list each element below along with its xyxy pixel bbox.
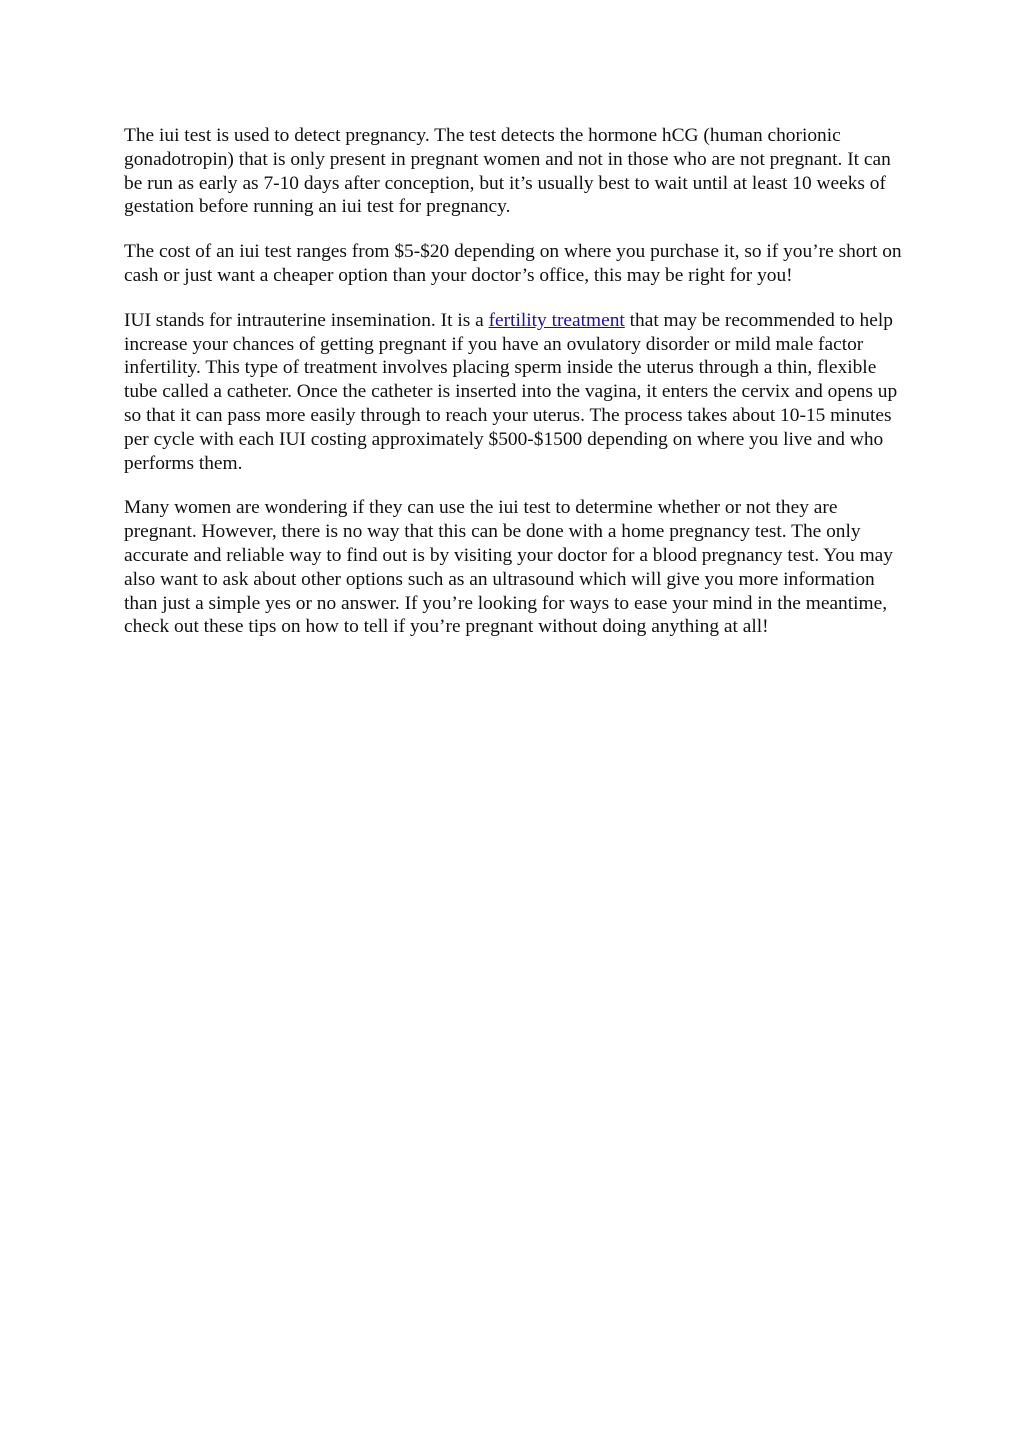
fertility-treatment-link[interactable]: fertility treatment <box>488 309 625 331</box>
paragraph-home-pregnancy-test: Many women are wondering if they can use the iui test to determine whether or not they are pregnant. However, there is no way that this can be done with a home pregnancy test. The only accurate and reliable way to find out is by visiting your doctor for a blood pregnancy test. You may also want to ask about other options such as an ultrasound which will give you more information than just a simple yes or no answer. If you’re looking for ways to ease your mind in the meantime, check out these tips on how to tell if you’re pregnant without doing anything at all! <box>124 497 893 638</box>
article-body <box>124 124 904 660</box>
paragraph-iui-definition <box>124 309 904 476</box>
paragraph-iui-test-detection: The iui test is used to detect pregnancy. The test detects the hormone hCG (human chorionic gonadotropin) that is only present in pregnant women and not in those who are not pregnant. It can be run as early as 7-10 days after conception, but it’s usually best to wait until at least 10 weeks of gestation before running an iui test for pregnancy. <box>124 125 891 218</box>
paragraph-text-after-link: that may be recommended to help increase your chances of getting pregnant if you have an ovulatory disorder or mild male factor infertility. This type of treatment involves placing sperm inside the uterus through a thin, flexible tube called a catheter. Once the catheter is inserted into the vagina, it enters the cervix and opens up so that it can pass more easily through to reach your uterus. The process takes about 10-15 minutes per cycle with each IUI costing approximately $500-$1500 depending on where you live and who performs them. <box>124 309 898 474</box>
paragraph-iui-test-cost: The cost of an iui test ranges from $5-$20 depending on where you purchase it, so if you’re short on cash or just want a cheaper option than your doctor’s office, this may be right for you! <box>124 241 902 286</box>
paragraph-text-before-link: IUI stands for intrauterine insemination. It is a <box>124 309 489 331</box>
